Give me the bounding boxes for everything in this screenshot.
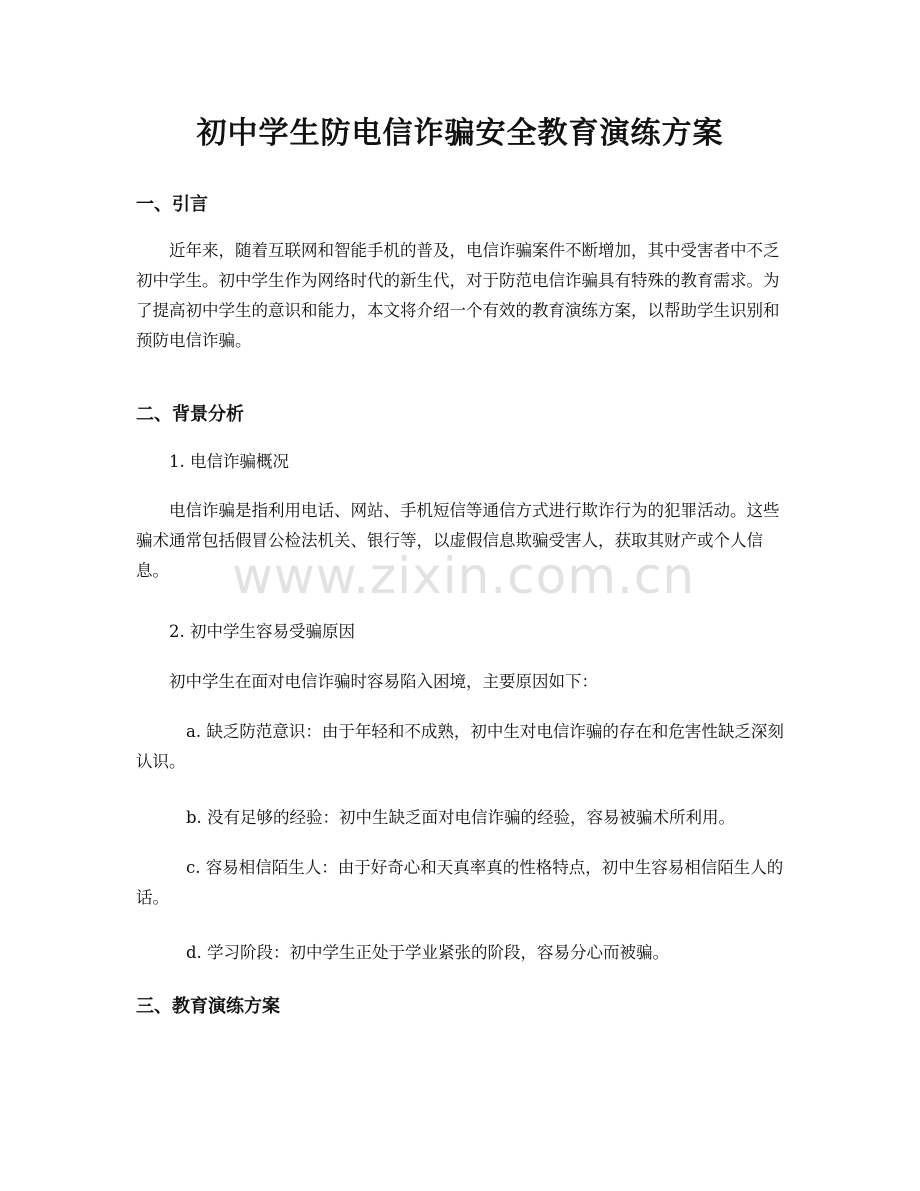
- overview-paragraph: 电信诈骗是指利用电话、网站、手机短信等通信方式进行欺诈行为的犯罪活动。这些骗术通常包括假冒公检法机关、银行等，以虚假信息欺骗受害人，获取其财产或个人信息。: [136, 501, 780, 580]
- list-item: b. 没有足够的经验：初中生缺乏面对电信诈骗的经验，容易被骗术所利用。: [186, 808, 736, 827]
- section-heading-background: 二、背景分析: [136, 404, 244, 425]
- list-item: a. 缺乏防范意识：由于年轻和不成熟，初中生对电信诈骗的存在和危害性缺乏深刻认识。: [136, 722, 784, 771]
- subsection-title-overview: 1. 电信诈骗概况: [169, 452, 289, 471]
- section-heading-plan: 三、教育演练方案: [136, 996, 280, 1017]
- document-title: 初中学生防电信诈骗安全教育演练方案: [196, 116, 724, 151]
- section-heading-intro: 一、引言: [136, 194, 208, 215]
- watermark: www.zixin.com.cn: [232, 547, 696, 605]
- list-item: d. 学习阶段：初中学生正处于学业紧张的阶段，容易分心而被骗。: [186, 943, 670, 962]
- reasons-intro: 初中学生在面对电信诈骗时容易陷入困境，主要原因如下：: [169, 672, 598, 691]
- list-item: c. 容易相信陌生人：由于好奇心和天真率真的性格特点，初中生容易相信陌生人的话。: [136, 858, 784, 907]
- subsection-title-reasons: 2. 初中学生容易受骗原因: [169, 622, 355, 641]
- intro-paragraph: 近年来，随着互联网和智能手机的普及，电信诈骗案件不断增加，其中受害者中不乏初中学生。初中学生作为网络时代的新生代，对于防范电信诈骗具有特殊的教育需求。为了提高初中学生的意识和能力，本文将介绍一个有效的教育演练方案，以帮助学生识别和预防电信诈骗。: [136, 241, 780, 350]
